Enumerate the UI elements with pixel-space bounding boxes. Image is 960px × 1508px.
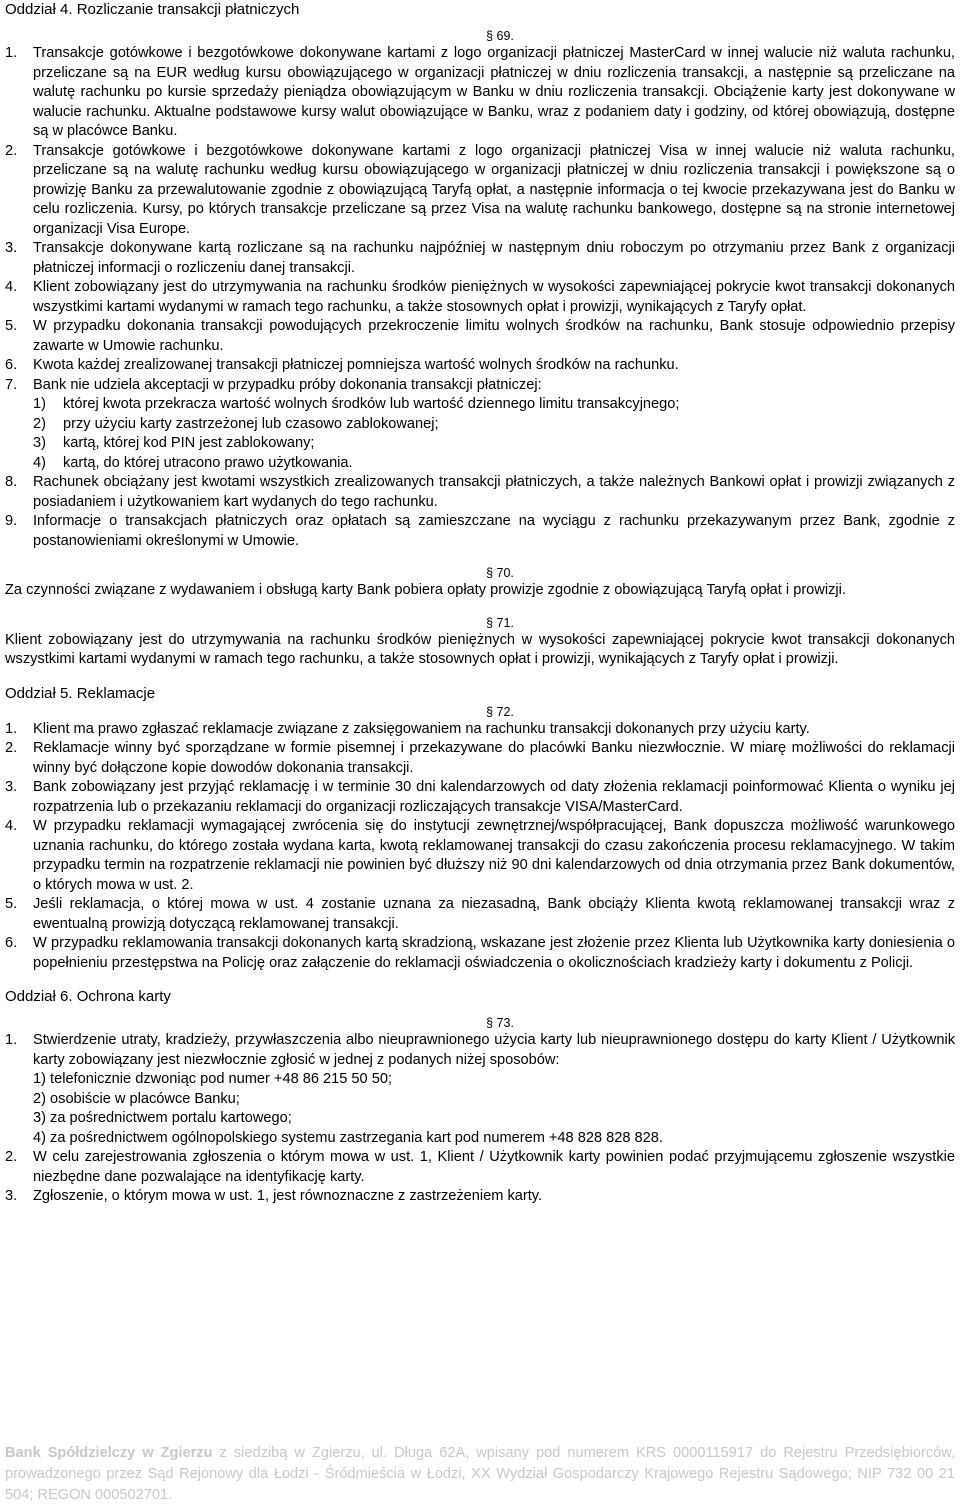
sub-item-text: kartą, której kod PIN jest zablokowany; <box>63 435 315 451</box>
item-text: Reklamacje winny być sporządzane w formie pisemnej i przekazywane do placówki Banku niezwłocznie. W miarę możliwości do reklamacji winny być dołączone kopie dowodów dokonania transakcji. <box>33 740 955 776</box>
item-text: W przypadku reklamacji wymagającej zwrócenia się do instytucji zewnętrznej/współpracującej, Bank dopuszcza możliwość warunkowego uznania rachunku, do którego została wydana karta, kwotą reklamowanej transakcji do czasu zakończenia procesu reklamacyjnego. W takim przypadku termin na rozpatrzenie reklamacji nie powinien być dłuższy niż 90 dni kalendarzowych od dnia otrzymania przez Bank dokumentów, o których mowa w ust. 2. <box>33 818 955 893</box>
list-item <box>5 512 955 551</box>
section-71-mark: § 71. <box>486 615 514 630</box>
item-number: 5. <box>5 896 18 912</box>
list-item <box>5 317 955 356</box>
section-70-mark: § 70. <box>486 566 514 580</box>
list-item <box>5 473 955 512</box>
list-item <box>5 239 955 278</box>
item-number: 2. <box>5 142 18 159</box>
section-72-items <box>5 720 955 974</box>
list-item <box>5 44 955 142</box>
item-text: W przypadku reklamowania transakcji dokonanych kartą skradzioną, wskazane jest złożenie przez Klienta lub Użytkownika karty doniesienia o popełnieniu przestępstwa na Policję oraz załączenie do reklamacji oświadczenia o okolicznościach kradzieży karty i dokumentu z Policji. <box>33 935 955 971</box>
section-71-text: Klient zobowiązany jest do utrzymywania na rachunku środków pieniężnych w wysokości zapewniającej pokrycie kwot transakcji dokonanych wszystkimi kartami wydanymi w ramach tego rachunku, a także stosownych opłat i prowizji, wynikających z Taryfy opłat i prowizji. <box>5 631 955 667</box>
list-item <box>5 778 955 817</box>
item-number: 6. <box>5 357 18 373</box>
list-item <box>5 1187 955 1207</box>
sub-list-item <box>5 395 955 415</box>
item-text: Zgłoszenie, o którym mowa w ust. 1, jest równoznaczne z zastrzeżeniem karty. <box>33 1188 543 1204</box>
item-text: Klient zobowiązany jest do utrzymywania na rachunku środków pieniężnych w wysokości zapewniającej pokrycie kwot transakcji dokonanych wszystkimi kartami wydanymi w ramach tego rachunku, a także stosownych opłat i prowizji, wynikających z Taryfy opłat. <box>33 279 955 315</box>
section-73-mark: § 73. <box>486 1016 514 1030</box>
item-text: Transakcje gotówkowe i bezgotówkowe dokonywane kartami z logo organizacji płatniczej Visa w innej walucie niż waluta rachunku, przeliczane są na walutę rachunku według kursu obowiązującego w organizacji płatniczej w dniu rozliczenia transakcji i powiększone są o prowizję Banku za przewalutowanie zgodnie z obowiązującą Taryfą opłat, a następnie informacja o tej kwocie przekazywana jest do Banku w celu rozliczenia. Kursy, po których transakcje przeliczane są przez Visa na walutę rachunku bankowego, dostępne są na stronie internetowej organizacji Visa Europe. <box>33 142 955 237</box>
item-number: 7. <box>5 376 18 393</box>
item-number: 2. <box>5 1149 18 1165</box>
sub-list-item: 3) za pośrednictwem portalu kartowego; <box>33 1110 292 1126</box>
sub-item-text: kartą, do której utracono prawo użytkowania. <box>63 454 353 471</box>
item-number: 1. <box>5 720 18 737</box>
section-73-items <box>5 1031 955 1207</box>
sub-list-item <box>5 454 955 474</box>
item-number: 2. <box>5 740 18 756</box>
sub-item-number: 4) <box>33 454 46 471</box>
item-text: Kwota każdej zrealizowanej transakcji płatniczej pomniejsza wartość wolnych środków na rachunku. <box>33 357 679 373</box>
list-item <box>5 934 955 973</box>
list-item <box>5 1148 955 1187</box>
list-item <box>5 278 955 317</box>
item-number: 9. <box>5 513 18 529</box>
document-page <box>5 0 955 1207</box>
item-number: 1. <box>5 45 18 61</box>
footer-bank-name: Bank Spółdzielczy w Zgierzu <box>5 1445 213 1461</box>
sub-item-number: 1) <box>33 396 46 412</box>
division-5-heading: Oddział 5. Reklamacje <box>5 684 156 702</box>
sub-list-item <box>5 434 955 454</box>
sub-list-item: 1) telefonicznie dzwoniąc pod numer +48 86 215 50 50; <box>33 1071 393 1087</box>
item-number: 3. <box>5 779 18 795</box>
item-number: 4. <box>5 279 18 295</box>
section-72-mark: § 72. <box>486 704 514 719</box>
item-text: Transakcje gotówkowe i bezgotówkowe dokonywane kartami z logo organizacji płatniczej MasterCard w innej walucie niż waluta rachunku, przeliczane są na EUR według kursu obowiązującego w organizacji płatniczej w dniu rozliczenia transakcji, a następnie są przeliczane na walutę rachunku po kursie sprzedaży pieniądza obowiązującym w Banku w dniu rozliczenia transakcji. Obciążenie karty jest dokonywane w walucie rachunku. Aktualne podstawowe kursy walut obowiązujące w Banku, wraz z podaniem daty i godziny, od której obowiązują, dostępne są w placówce Banku. <box>33 45 955 139</box>
sub-list-item: 4) za pośrednictwem ogólnopolskiego systemu zastrzegania kart pod numerem +48 828 828 828. <box>33 1129 663 1146</box>
item-text: Klient ma prawo zgłaszać reklamacje związane z zaksięgowaniem na rachunku transakcji dokonanych przy użyciu karty. <box>33 720 810 737</box>
item-text: Transakcje dokonywane kartą rozliczane są na rachunku najpóźniej w następnym dniu roboczym po otrzymaniu przez Bank z organizacji płatniczej informacji o rozliczeniu danej transakcji. <box>33 240 955 276</box>
item-text: Rachunek obciążany jest kwotami wszystkich zrealizowanych transakcji płatniczych, a także należnych Bankowi opłat i prowizji związanych z posiadaniem i użytkowaniem kart wydanych do tego rachunku. <box>33 474 955 510</box>
item-number: 5. <box>5 318 18 334</box>
sub-list-item <box>5 415 955 435</box>
item-number: 6. <box>5 935 18 951</box>
list-item <box>5 1031 955 1070</box>
item-text: Bank zobowiązany jest przyjąć reklamację i w terminie 30 dni kalendarzowych od daty złożenia reklamacji poinformować Klienta o wyniku jej rozpatrzenia lub o przekazaniu reklamacji do organizacji rozliczających transakcje VISA/MasterCard. <box>33 779 955 815</box>
section-70-text: Za czynności związane z wydawaniem i obsługą karty Bank pobiera opłaty prowizje zgodnie z obowiązującą Taryfą opłat i prowizji. <box>5 582 846 598</box>
sub-list-item: 2) osobiście w placówce Banku; <box>33 1090 240 1107</box>
item-text: Jeśli reklamacja, o której mowa w ust. 4 zostanie uznana za niezasadną, Bank obciąży Klienta kwotą reklamowanej transakcji wraz z ewentualną prowizją dotyczącą reklamowanej transakcji. <box>33 896 955 932</box>
item-number: 4. <box>5 818 18 834</box>
section-69-mark: § 69. <box>486 29 514 43</box>
item-number: 8. <box>5 474 18 490</box>
sub-item-number: 2) <box>33 415 46 432</box>
list-item <box>5 817 955 895</box>
item-number: 3. <box>5 240 18 256</box>
item-text: Stwierdzenie utraty, kradzieży, przywłaszczenia albo nieuprawnionego użycia karty lub nieuprawnionego dostępu do karty Klient / Użytkownik karty zobowiązany jest niezwłocznie zgłosić w jednej z podanych niżej sposobów: <box>33 1032 955 1068</box>
section-69-items <box>5 44 955 551</box>
page-footer <box>5 1443 955 1506</box>
list-item <box>5 376 955 396</box>
item-text: Bank nie udziela akceptacji w przypadku próby dokonania transakcji płatniczej: <box>33 376 542 393</box>
sub-item-number: 3) <box>33 435 46 451</box>
item-text: W przypadku dokonania transakcji powodujących przekroczenie limitu wolnych środków na rachunku, Bank stosuje odpowiednio przepisy zawarte w Umowie rachunku. <box>33 318 955 354</box>
list-item <box>5 356 955 376</box>
list-item <box>5 895 955 934</box>
footer-registration-text: z siedzibą w Zgierzu, ul. Długa 62A, wpisany pod numerem KRS 0000115917 do Rejestru Przedsiębiorców, prowadzonego przez Sąd Rejonowy dla Łodzi - Śródmieścia w Łodzi, XX Wydział Gospodarczy Krajowego Rejestru Sądowego; NIP 732 00 21 504; REGON 000502701. <box>5 1445 955 1503</box>
list-item <box>5 739 955 778</box>
sub-item-text: której kwota przekracza wartość wolnych środków lub wartość dziennego limitu transakcyjnego; <box>63 396 680 412</box>
list-item <box>5 142 955 240</box>
division-4-heading: Oddział 4. Rozliczanie transakcji płatniczych <box>5 1 300 18</box>
list-item <box>5 720 955 740</box>
sub-item-text: przy użyciu karty zastrzeżonej lub czasowo zablokowanej; <box>63 415 439 432</box>
item-number: 3. <box>5 1188 18 1204</box>
item-number: 1. <box>5 1032 18 1048</box>
item-text: Informacje o transakcjach płatniczych oraz opłatach są zamieszczane na wyciągu z rachunku przekazywanym przez Bank, zgodnie z postanowieniami określonymi w Umowie. <box>33 513 955 549</box>
division-6-heading: Oddział 6. Ochrona karty <box>5 988 171 1005</box>
item-text: W celu zarejestrowania zgłoszenia o którym mowa w ust. 1, Klient / Użytkownik karty powinien podać przyjmującemu zgłoszenie wszystkie niezbędne dane pozwalające na identyfikację karty. <box>33 1149 955 1185</box>
